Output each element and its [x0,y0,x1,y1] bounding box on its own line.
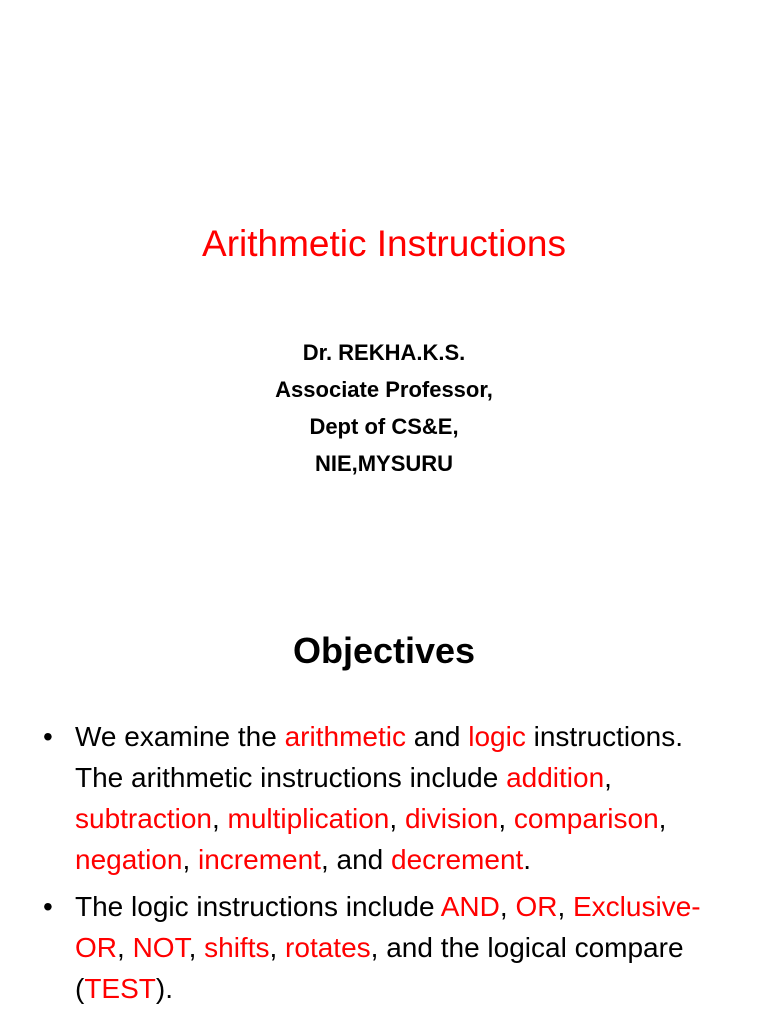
author-name: Dr. REKHA.K.S. [302,340,466,365]
bullet-text: , and [320,844,391,875]
highlighted-term: Exclusive-OR [75,891,701,963]
highlighted-term: comparison [513,803,659,834]
highlighted-term: addition [506,762,605,793]
author-designation: Associate Professor, [275,377,493,402]
bullet-text: , [182,844,198,875]
bullet-text: The logic instructions include [75,891,441,922]
bullet-text: , [188,932,205,963]
highlighted-term: decrement [391,844,524,875]
highlighted-term: negation [75,844,183,875]
bullet-text: instructions. The arithmetic instructions include [75,721,684,793]
bullet-text: , and the logical compare ( [75,932,684,1004]
highlighted-term: NOT [132,932,189,963]
highlighted-term: increment [198,844,321,875]
highlighted-term: logic [468,721,526,752]
highlighted-term: multiplication [227,803,390,834]
bullet-text: , [604,762,612,793]
author-block [0,334,768,482]
bullet-text: , [557,891,573,922]
slide-title-heading: Arithmetic Instructions [202,223,566,264]
bullet-text: , [211,803,228,834]
author-department: Dept of CS&E, [309,414,459,439]
bullet-text: . [523,844,532,875]
highlighted-term: rotates [285,932,371,963]
highlighted-term: AND [440,891,500,922]
bullet-text: We examine the [75,721,285,752]
bullet-text: , [499,891,516,922]
bullet-text: and [405,721,469,752]
highlighted-term: division [404,803,499,834]
author-institution: NIE,MYSURU [314,451,454,476]
bullet-marker: • [43,891,53,922]
slide-objectives [0,576,768,1024]
highlighted-term: OR [515,891,558,922]
bullet-text: , [498,803,514,834]
highlighted-term: TEST [84,973,156,1004]
objective-bullet [0,716,768,880]
bullet-text: , [389,803,405,834]
objectives-bullet-list [0,716,768,1015]
bullet-text: , [269,932,286,963]
bullet-marker: • [43,721,53,752]
objective-bullet [0,886,768,1009]
bullet-text: ). [155,973,173,1004]
objectives-heading: Objectives [292,630,476,671]
highlighted-term: shifts [204,932,270,963]
bullet-text: , [117,932,133,963]
bullet-text: , [658,803,667,834]
highlighted-term: arithmetic [284,721,406,752]
highlighted-term: subtraction [75,803,212,834]
